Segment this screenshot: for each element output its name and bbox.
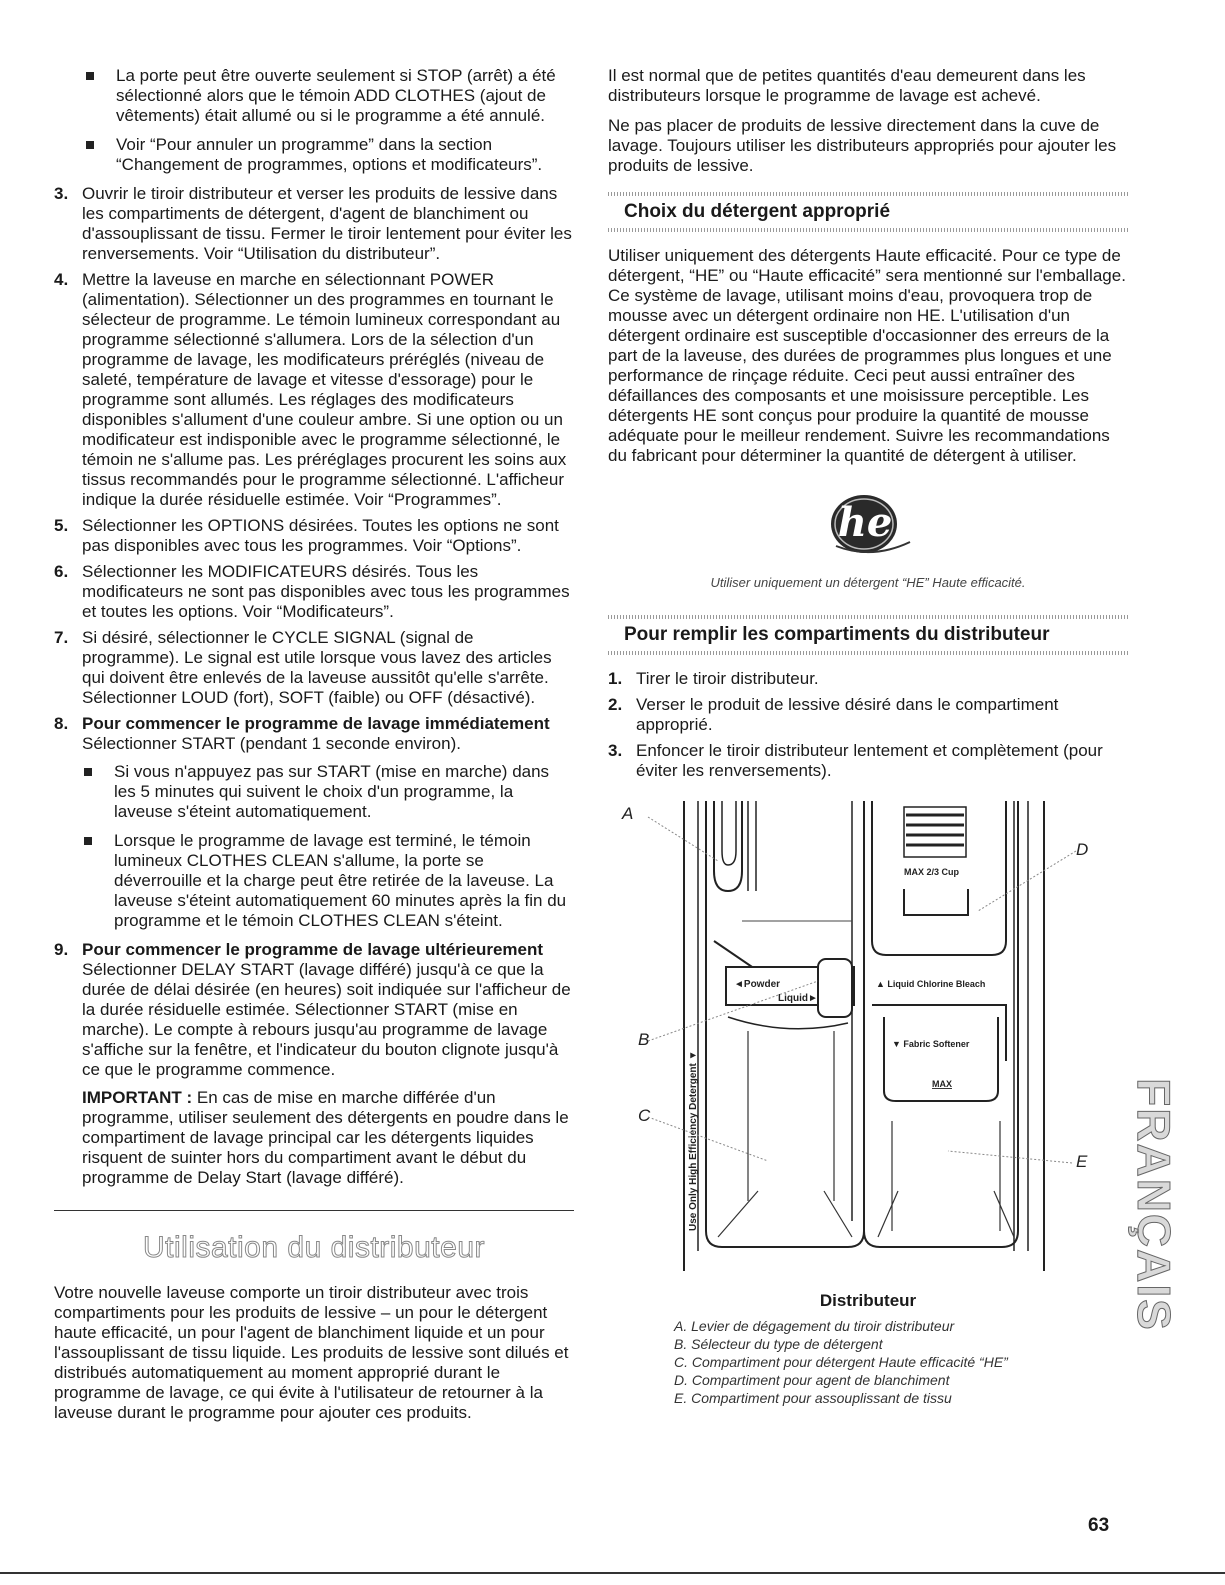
language-tab bbox=[1128, 1075, 1181, 1335]
vertical-sticker-text: Use Only High Efficiency Detergent ▼ bbox=[688, 1050, 699, 1231]
language-label: FRANÇAIS bbox=[1128, 1078, 1181, 1332]
important-label: IMPORTANT : bbox=[82, 1088, 193, 1107]
callout-e: E bbox=[1076, 1152, 1088, 1171]
step-item bbox=[608, 669, 1128, 689]
callout-a: A bbox=[622, 804, 634, 823]
step-text: Mettre la laveuse en marche en sélectionnant POWER (alimentation). Sélectionner un des programmes en tournant le sélecteur de programme. Le témoin lumineux correspondant au programme sélectionné s'allumera. Lors de la sélection d'un programme de lavage, les modificateurs préréglés (niveau de saleté, température de lavage et vitesse d'essorage) pour le programme sont allumés. Les réglages des modificateurs disponibles s'allument d'une couleur ambre. Si une option ou un modificateur est indisponible avec le programme sélectionné, le témoin ne s'allume pas. Les préréglages procurent les soins aux tissus recommandés pour le programme sélectionné. L'afficheur indique la durée résiduelle estimée. Voir “Programmes”. bbox=[82, 270, 567, 509]
figure-title: Distributeur bbox=[819, 1291, 917, 1310]
step-title: Pour commencer le programme de lavage ultérieurement bbox=[82, 940, 544, 959]
legend-item: B. Sélecteur du type de détergent bbox=[674, 1336, 883, 1352]
intro-paragraph: Il est normal que de petites quantités d'eau demeurent dans les distributeurs lorsque le programme de lavage est achevé. bbox=[608, 66, 1086, 105]
step-text: Tirer le tiroir distributeur. bbox=[636, 669, 819, 688]
step-text: Sélectionner les MODIFICATEURS désirés. Tous les modificateurs ne sont pas disponibles avec tous les programmes et toutes les options. Voir “Modificateurs”. bbox=[82, 562, 570, 621]
step-item bbox=[54, 562, 574, 622]
bullet-item: La porte peut être ouverte seulement si STOP (arrêt) a été sélectionné alors que le témoin ADD CLOTHES (ajout de vêtements) était allumé ou si le programme a été annulé. bbox=[84, 66, 574, 126]
left-column bbox=[54, 66, 574, 1433]
step-number: 6. bbox=[54, 562, 69, 581]
step-text: Verser le produit de lessive désiré dans le compartiment approprié. bbox=[636, 695, 1059, 734]
important-text: En cas de mise en marche différée d'un programme, utiliser seulement des détergents en poudre dans le compartiment de lavage principal car les détergents liquides risquent de suinter hors du compartiment avant le début du programme de Delay Start (lavage différé). bbox=[82, 1088, 569, 1187]
step-item bbox=[54, 184, 574, 264]
figure-legend bbox=[608, 1317, 1128, 1407]
page-number: 63 bbox=[1088, 1515, 1110, 1536]
powder-label: ◄Powder bbox=[734, 979, 781, 990]
section-title: Utilisation du distributeur bbox=[143, 1231, 485, 1264]
he-logo-text: he bbox=[837, 499, 893, 546]
step-item bbox=[54, 714, 574, 931]
step-item bbox=[54, 940, 574, 1188]
step-text: Sélectionner DELAY START (lavage différé) jusqu'à ce que la durée de délai désirée (en heures) soit indiquée sur l'afficheur de la durée résiduelle estimée. Sélectionner START (mise en marche). Le compte à rebours jusqu'au programme de lavage s'affiche sur la fenêtre, et l'indicateur du bouton clignote jusqu'à ce que le programme commence. bbox=[82, 960, 571, 1079]
bullet-item: Si vous n'appuyez pas sur START (mise en marche) dans les 5 minutes qui suivent le choix d'un programme, la laveuse s'éteint automatiquement. bbox=[82, 762, 574, 822]
legend-item: D. Compartiment pour agent de blanchiment bbox=[674, 1372, 950, 1388]
bleach-label: ▲ Liquid Chlorine Bleach bbox=[876, 979, 986, 989]
liquid-label: Liquid► bbox=[778, 993, 818, 1004]
step-number: 3. bbox=[608, 741, 623, 760]
legend-item: A. Levier de dégagement du tiroir distributeur bbox=[674, 1318, 955, 1334]
step-number: 5. bbox=[54, 516, 69, 535]
step-number: 8. bbox=[54, 714, 69, 733]
softener-label: ▼ Fabric Softener bbox=[892, 1039, 970, 1049]
step-number: 4. bbox=[54, 270, 69, 289]
callout-b: B bbox=[638, 1030, 650, 1049]
section-header bbox=[608, 615, 1128, 655]
step-number: 1. bbox=[608, 669, 623, 688]
step-item bbox=[54, 516, 574, 556]
step-number: 7. bbox=[54, 628, 69, 647]
dispenser-diagram bbox=[608, 791, 1128, 1291]
legend-item: C. Compartiment pour détergent Haute efficacité “HE” bbox=[674, 1354, 1008, 1370]
right-column bbox=[608, 66, 1128, 1407]
step-item bbox=[54, 270, 574, 510]
callout-d: D bbox=[1076, 840, 1089, 859]
section-header bbox=[608, 192, 1128, 232]
section-divider bbox=[54, 1210, 574, 1211]
bullet-item: Voir “Pour annuler un programme” dans la section “Changement de programmes, options et modificateurs”. bbox=[84, 135, 574, 175]
section-paragraph: Votre nouvelle laveuse comporte un tiroir distributeur avec trois compartiments pour les produits de lessive – un pour le détergent haute efficacité, un pour l'agent de blanchiment liquide et un pour l'assouplissant de tissu liquide. Les produits de lessive sont dilués et distribués automatiquement au moment approprié durant le programme de lavage, ce qui évite à l'utilisateur de retourner à la laveuse durant le programme pour ajouter ces produits. bbox=[54, 1283, 569, 1422]
legend-item: E. Compartiment pour assouplissant de tissu bbox=[674, 1390, 952, 1406]
he-logo bbox=[822, 490, 914, 560]
max-cup-label: MAX 2/3 Cup bbox=[904, 867, 960, 877]
step-title: Pour commencer le programme de lavage immédiatement bbox=[82, 714, 550, 733]
step-item bbox=[54, 628, 574, 708]
step-text: Si désiré, sélectionner le CYCLE SIGNAL (signal de programme). Le signal est utile lorsque vous lavez des articles qui doivent être enlevés de la laveuse aussitôt qu'elle s'arrête. Sélectionner LOUD (fort), SOFT (faible) ou OFF (désactivé). bbox=[82, 628, 552, 707]
step-text: Enfoncer le tiroir distributeur lentement et complètement (pour éviter les renversements). bbox=[636, 741, 1103, 780]
section-paragraph: Utiliser uniquement des détergents Haute efficacité. Pour ce type de détergent, “HE” ou “Haute efficacité” sera mentionné sur l'emballage. Ce système de lavage, utilisant moins d'eau, provoquera trop de mousse avec un détergent ordinaire non HE. L'utilisation d'un détergent ordinaire est susceptible d'occasionner des erreurs de la part de la laveuse, des durées de programmes plus longues et une performance de rinçage réduite. Ceci peut aussi entraîner des défaillances des composants et une moisissure perceptible. Les détergents HE sont conçus pour produire la quantité de mousse adéquate pour le meilleur rendement. Suivre les recommandations du fabricant pour déterminer la quantité de détergent à utiliser. bbox=[608, 246, 1126, 465]
max-label: MAX bbox=[932, 1079, 952, 1089]
step-number: 2. bbox=[608, 695, 623, 714]
step-number: 3. bbox=[54, 184, 69, 203]
bottom-rule bbox=[0, 1572, 1225, 1574]
step-text: Sélectionner START (pendant 1 seconde environ). bbox=[82, 734, 461, 753]
step-item bbox=[608, 695, 1128, 735]
bullet-item: Lorsque le programme de lavage est terminé, le témoin lumineux CLOTHES CLEAN s'allume, la porte se déverrouille et la charge peut être retirée de la laveuse. La laveuse s'éteint automatiquement 60 minutes après la fin du programme et le témoin CLOTHES CLEAN s'éteint. bbox=[82, 831, 574, 931]
section-heading: Choix du détergent approprié bbox=[624, 201, 891, 222]
logo-caption: Utiliser uniquement un détergent “HE” Haute efficacité. bbox=[710, 575, 1026, 590]
callout-c: C bbox=[638, 1106, 651, 1125]
step-text: Sélectionner les OPTIONS désirées. Toutes les options ne sont pas disponibles avec tous les programmes. Voir “Options”. bbox=[82, 516, 559, 555]
step-item bbox=[608, 741, 1128, 781]
intro-paragraph: Ne pas placer de produits de lessive directement dans la cuve de lavage. Toujours utiliser les distributeurs appropriés pour ajouter les produits de lessive. bbox=[608, 116, 1117, 175]
step-number: 9. bbox=[54, 940, 69, 959]
step-text: Ouvrir le tiroir distributeur et verser les produits de lessive dans les compartiments de détergent, d'agent de blanchiment ou d'assouplissant de tissu. Fermer le tiroir lentement pour éviter les renversements. Voir “Utilisation du distributeur”. bbox=[82, 184, 572, 263]
section-heading: Pour remplir les compartiments du distributeur bbox=[624, 624, 1050, 645]
